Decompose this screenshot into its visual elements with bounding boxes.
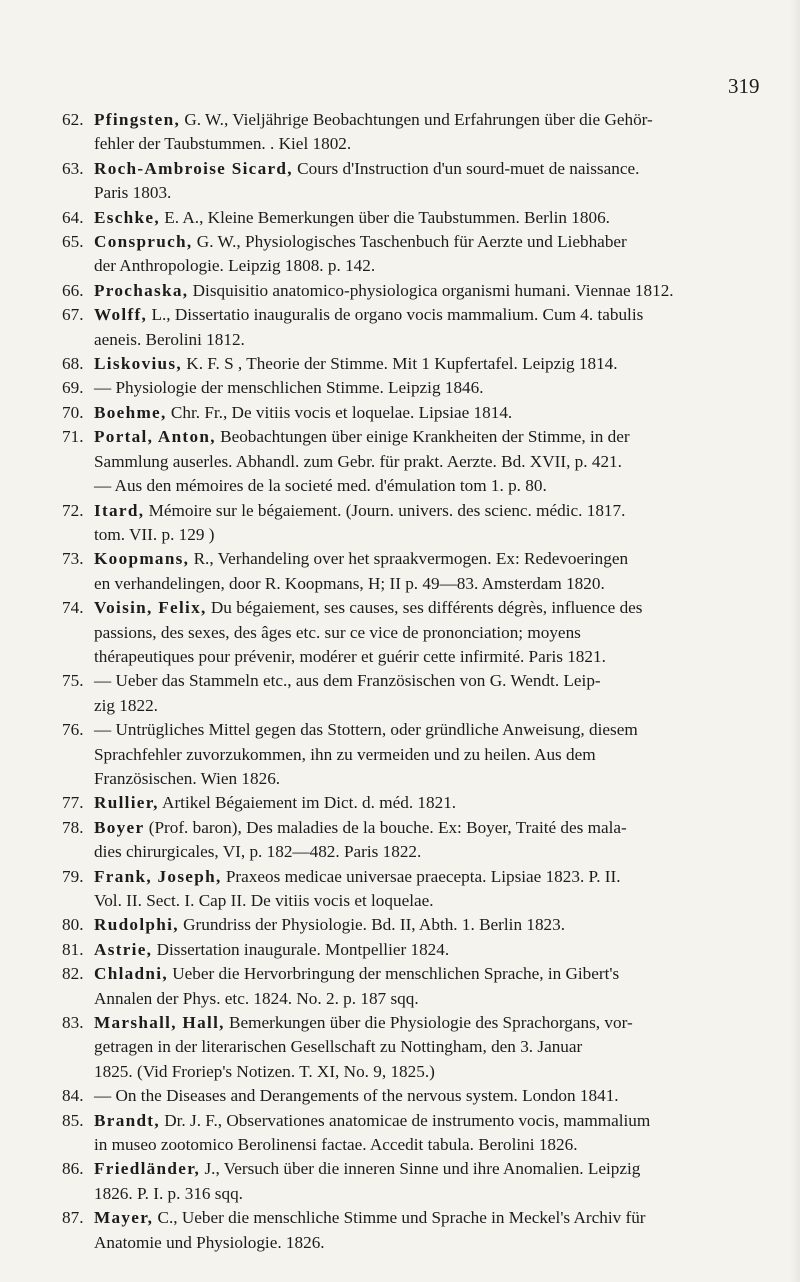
entry-line	[94, 913, 760, 937]
entry-line	[94, 279, 760, 303]
entry-line	[94, 767, 760, 791]
entry-number: 67.	[62, 305, 84, 325]
entry-text: zig 1822.	[94, 695, 158, 715]
bibliography-entry	[62, 1109, 760, 1158]
entry-text: Grundriss der Physiologie. Bd. II, Abth. 1. Berlin 1823.	[183, 915, 566, 935]
entry-author: Liskovius,	[94, 354, 182, 374]
entry-text: 1826. P. I. p. 316 sqq.	[94, 1183, 243, 1203]
entry-line	[94, 1084, 760, 1108]
entry-text: 1825. (Vid Froriep's Notizen. T. XI, No. 9, 1825.)	[94, 1061, 435, 1081]
bibliography-entry	[62, 791, 760, 815]
bibliography-entry	[62, 1011, 760, 1084]
entry-text: Anatomie und Physiologie. 1826.	[94, 1232, 325, 1252]
entry-line	[94, 157, 760, 181]
entry-number: 69.	[62, 378, 84, 398]
entry-line	[94, 816, 760, 840]
entry-text: getragen in der literarischen Gesellschaft zu Nottingham, den 3. Januar	[94, 1037, 583, 1057]
bibliography-entry	[62, 499, 760, 548]
entry-number: 72.	[62, 500, 84, 520]
entry-line	[94, 669, 760, 693]
entry-text: Ueber die Hervorbringung der menschlichen Sprache, in Gibert's	[172, 964, 620, 984]
entry-author: Rullier,	[94, 793, 159, 813]
entry-text: in museo zootomico Berolinensi factae. Accedit tabula. Berolini 1826.	[94, 1135, 578, 1155]
entry-text: K. F. S , Theorie der Stimme. Mit 1 Kupfertafel. Leipzig 1814.	[186, 354, 618, 374]
entry-line	[94, 1060, 760, 1084]
entry-line	[94, 523, 760, 547]
entry-author: Frank, Joseph,	[94, 866, 222, 886]
entry-author: Chladni,	[94, 964, 168, 984]
entry-line	[94, 181, 760, 205]
entry-line	[94, 694, 760, 718]
entry-line	[94, 962, 760, 986]
entry-text: Vol. II. Sect. I. Cap II. De vitiis vocis et loquelae.	[94, 891, 434, 910]
entry-number: 70.	[62, 402, 84, 422]
entry-text: E. A., Kleine Bemerkungen über die Taubstummen. Berlin 1806.	[164, 207, 610, 227]
bibliography-entry	[62, 938, 760, 962]
bibliography-entry	[62, 279, 760, 303]
entry-line	[94, 865, 760, 889]
entry-number: 81.	[62, 939, 84, 959]
entry-text: passions, des sexes, des âges etc. sur ce vice de prononciation; moyens	[94, 622, 581, 642]
entry-author: Portal, Anton,	[94, 427, 216, 447]
entry-number: 68.	[62, 354, 84, 374]
entry-line	[94, 1157, 760, 1181]
entry-line	[94, 254, 760, 278]
entry-line	[94, 547, 760, 571]
bibliography-entry	[62, 1084, 760, 1108]
entry-line	[94, 1231, 760, 1255]
entry-line	[94, 1182, 760, 1206]
entry-line	[94, 352, 760, 376]
entry-text: — Ueber das Stammeln etc., aus dem Französischen von G. Wendt. Leip-	[94, 671, 601, 691]
entry-line	[94, 889, 760, 913]
entry-author: Koopmans,	[94, 549, 190, 569]
entry-line	[94, 450, 760, 474]
entry-line	[94, 1011, 760, 1035]
entry-number: 77.	[62, 793, 84, 813]
entry-text: Sprachfehler zuvorzukommen, ihn zu vermeiden und zu heilen. Aus dem	[94, 744, 596, 764]
entry-line	[94, 840, 760, 864]
bibliography-entry	[62, 962, 760, 1011]
entry-text: Chr. Fr., De vitiis vocis et loquelae. Lipsiae 1814.	[170, 402, 513, 422]
entry-text: (Prof. baron), Des maladies de la bouche. Ex: Boyer, Traité des mala-	[148, 817, 627, 837]
entry-text: Dr. J. F., Observationes anatomicae de instrumento vocis, mammalium	[164, 1110, 651, 1130]
entry-text: Du bégaiement, ses causes, ses différents dégrès, influence des	[210, 598, 643, 618]
bibliography-entry	[62, 352, 760, 376]
entry-line	[94, 718, 760, 742]
entry-text: Bemerkungen über die Physiologie des Sprachorgans, vor-	[229, 1013, 633, 1033]
entry-text: Artikel Bégaiement im Dict. d. méd. 1821.	[162, 793, 457, 813]
entry-line	[94, 206, 760, 230]
entry-author: Pfingsten,	[94, 110, 181, 129]
entry-text: Französischen. Wien 1826.	[94, 768, 281, 788]
bibliography-entry	[62, 206, 760, 230]
bibliography-entry	[62, 376, 760, 400]
entry-line	[94, 621, 760, 645]
entry-text: Disquisitio anatomico-physiologica organismi humani. Viennae 1812.	[192, 280, 674, 300]
entry-line	[94, 132, 760, 156]
entry-text: C., Ueber die menschliche Stimme und Sprache in Meckel's Archiv für	[157, 1208, 646, 1228]
entry-number: 64.	[62, 207, 84, 227]
entry-text: aeneis. Berolini 1812.	[94, 329, 245, 349]
entry-line	[94, 499, 760, 523]
entry-line	[94, 1206, 760, 1230]
entry-text: Sammlung auserles. Abhandl. zum Gebr. für prakt. Aerzte. Bd. XVII, p. 421.	[94, 451, 622, 471]
entry-text: — On the Diseases and Derangements of the nervous system. London 1841.	[94, 1086, 619, 1106]
entry-number: 82.	[62, 964, 84, 984]
entry-number: 75.	[62, 671, 84, 691]
bibliography-entry	[62, 718, 760, 791]
entry-text: fehler der Taubstummen. . Kiel 1802.	[94, 134, 352, 154]
entry-line	[94, 230, 760, 254]
entry-text: Annalen der Phys. etc. 1824. No. 2. p. 187 sqq.	[94, 988, 419, 1008]
entry-number: 85.	[62, 1110, 84, 1130]
entry-text: Mémoire sur le bégaiement. (Journ. univers. des scienc. médic. 1817.	[148, 500, 626, 520]
entry-line	[94, 474, 760, 498]
entry-line	[94, 1035, 760, 1059]
entry-number: 87.	[62, 1208, 84, 1228]
entry-line	[94, 401, 760, 425]
entry-line	[94, 596, 760, 620]
entry-text: Paris 1803.	[94, 183, 172, 203]
entry-text: en verhandelingen, door R. Koopmans, H; II p. 49—83. Amsterdam 1820.	[94, 573, 605, 593]
bibliography-entry	[62, 303, 760, 352]
entry-line	[94, 1133, 760, 1157]
entry-text: G. W., Vieljährige Beobachtungen und Erfahrungen über die Gehör-	[184, 110, 653, 129]
entry-text: thérapeutiques pour prévenir, modérer et guérir cette infirmité. Paris 1821.	[94, 646, 606, 666]
entry-author: Conspruch,	[94, 232, 193, 252]
bibliography-list	[62, 108, 760, 1255]
entry-author: Roch-Ambroise Sicard,	[94, 158, 293, 178]
entry-number: 63.	[62, 158, 84, 178]
entry-text: Cours d'Instruction d'un sourd-muet de naissance.	[297, 158, 640, 178]
entry-number: 86.	[62, 1159, 84, 1179]
entry-author: Brandt,	[94, 1110, 160, 1130]
entry-number: 71.	[62, 427, 84, 447]
entry-number: 78.	[62, 817, 84, 837]
entry-number: 80.	[62, 915, 84, 935]
bibliography-entry	[62, 669, 760, 718]
entry-author: Friedländer,	[94, 1159, 201, 1179]
entry-line	[94, 572, 760, 596]
bibliography-entry	[62, 865, 760, 914]
entry-line	[94, 938, 760, 962]
entry-number: 66.	[62, 280, 84, 300]
entry-number: 84.	[62, 1086, 84, 1106]
entry-number: 62.	[62, 110, 84, 129]
entry-text: dies chirurgicales, VI, p. 182—482. Paris 1822.	[94, 842, 422, 862]
bibliography-entry	[62, 425, 760, 498]
entry-text: L., Dissertatio inauguralis de organo vocis mammalium. Cum 4. tabulis	[151, 305, 644, 325]
entry-author: Prochaska,	[94, 280, 189, 300]
entry-text: — Aus den mémoires de la societé med. d'émulation tom 1. p. 80.	[94, 476, 547, 496]
entry-line	[94, 791, 760, 815]
entry-number: 73.	[62, 549, 84, 569]
page-edge-shadow	[790, 0, 800, 1282]
entry-line	[94, 425, 760, 449]
entry-text: Dissertation inaugurale. Montpellier 1824.	[156, 939, 450, 959]
entry-text: — Untrügliches Mittel gegen das Stottern, oder gründliche Anweisung, diesem	[94, 720, 638, 740]
entry-text: G. W., Physiologisches Taschenbuch für Aerzte und Liebhaber	[196, 232, 627, 252]
entry-number: 79.	[62, 866, 84, 886]
entry-author: Boehme,	[94, 402, 167, 422]
entry-author: Marshall, Hall,	[94, 1013, 225, 1033]
entry-author: Astrie,	[94, 939, 153, 959]
entry-author: Wolff,	[94, 305, 148, 325]
entry-author: Voisin, Felix,	[94, 598, 207, 618]
entry-author: Boyer	[94, 817, 145, 837]
bibliography-entry	[62, 1157, 760, 1206]
entry-line	[94, 645, 760, 669]
bibliography-entry	[62, 1206, 760, 1255]
entry-text: R., Verhandeling over het spraakvermogen. Ex: Redevoeringen	[193, 549, 629, 569]
entry-text: — Physiologie der menschlichen Stimme. Leipzig 1846.	[94, 378, 484, 398]
bibliography-entry	[62, 816, 760, 865]
entry-number: 74.	[62, 598, 84, 618]
bibliography-entry	[62, 401, 760, 425]
entry-text: der Anthropologie. Leipzig 1808. p. 142.	[94, 256, 376, 276]
entry-text: J., Versuch über die inneren Sinne und ihre Anomalien. Leipzig	[204, 1159, 641, 1179]
entry-author: Eschke,	[94, 207, 160, 227]
entry-line	[94, 1109, 760, 1133]
page-number: 319	[728, 74, 760, 98]
entry-number: 76.	[62, 720, 84, 740]
entry-author: Rudolphi,	[94, 915, 179, 935]
entry-line	[94, 328, 760, 352]
entry-author: Itard,	[94, 500, 145, 520]
entry-number: 83.	[62, 1013, 84, 1033]
entry-text: Praxeos medicae universae praecepta. Lipsiae 1823. P. II.	[225, 866, 621, 886]
entry-author: Mayer,	[94, 1208, 154, 1228]
bibliography-entry	[62, 230, 760, 279]
bibliography-entry	[62, 547, 760, 596]
entry-line	[94, 987, 760, 1011]
entry-line	[94, 743, 760, 767]
entry-line	[94, 108, 760, 132]
entry-number: 65.	[62, 232, 84, 252]
entry-text: Beobachtungen über einige Krankheiten der Stimme, in der	[220, 427, 630, 447]
bibliography-entry	[62, 596, 760, 669]
entry-line	[94, 303, 760, 327]
bibliography-entry	[62, 157, 760, 206]
entry-text: tom. VII. p. 129 )	[94, 524, 215, 544]
bibliography-entry	[62, 108, 760, 157]
bibliography-entry	[62, 913, 760, 937]
entry-line	[94, 376, 760, 400]
